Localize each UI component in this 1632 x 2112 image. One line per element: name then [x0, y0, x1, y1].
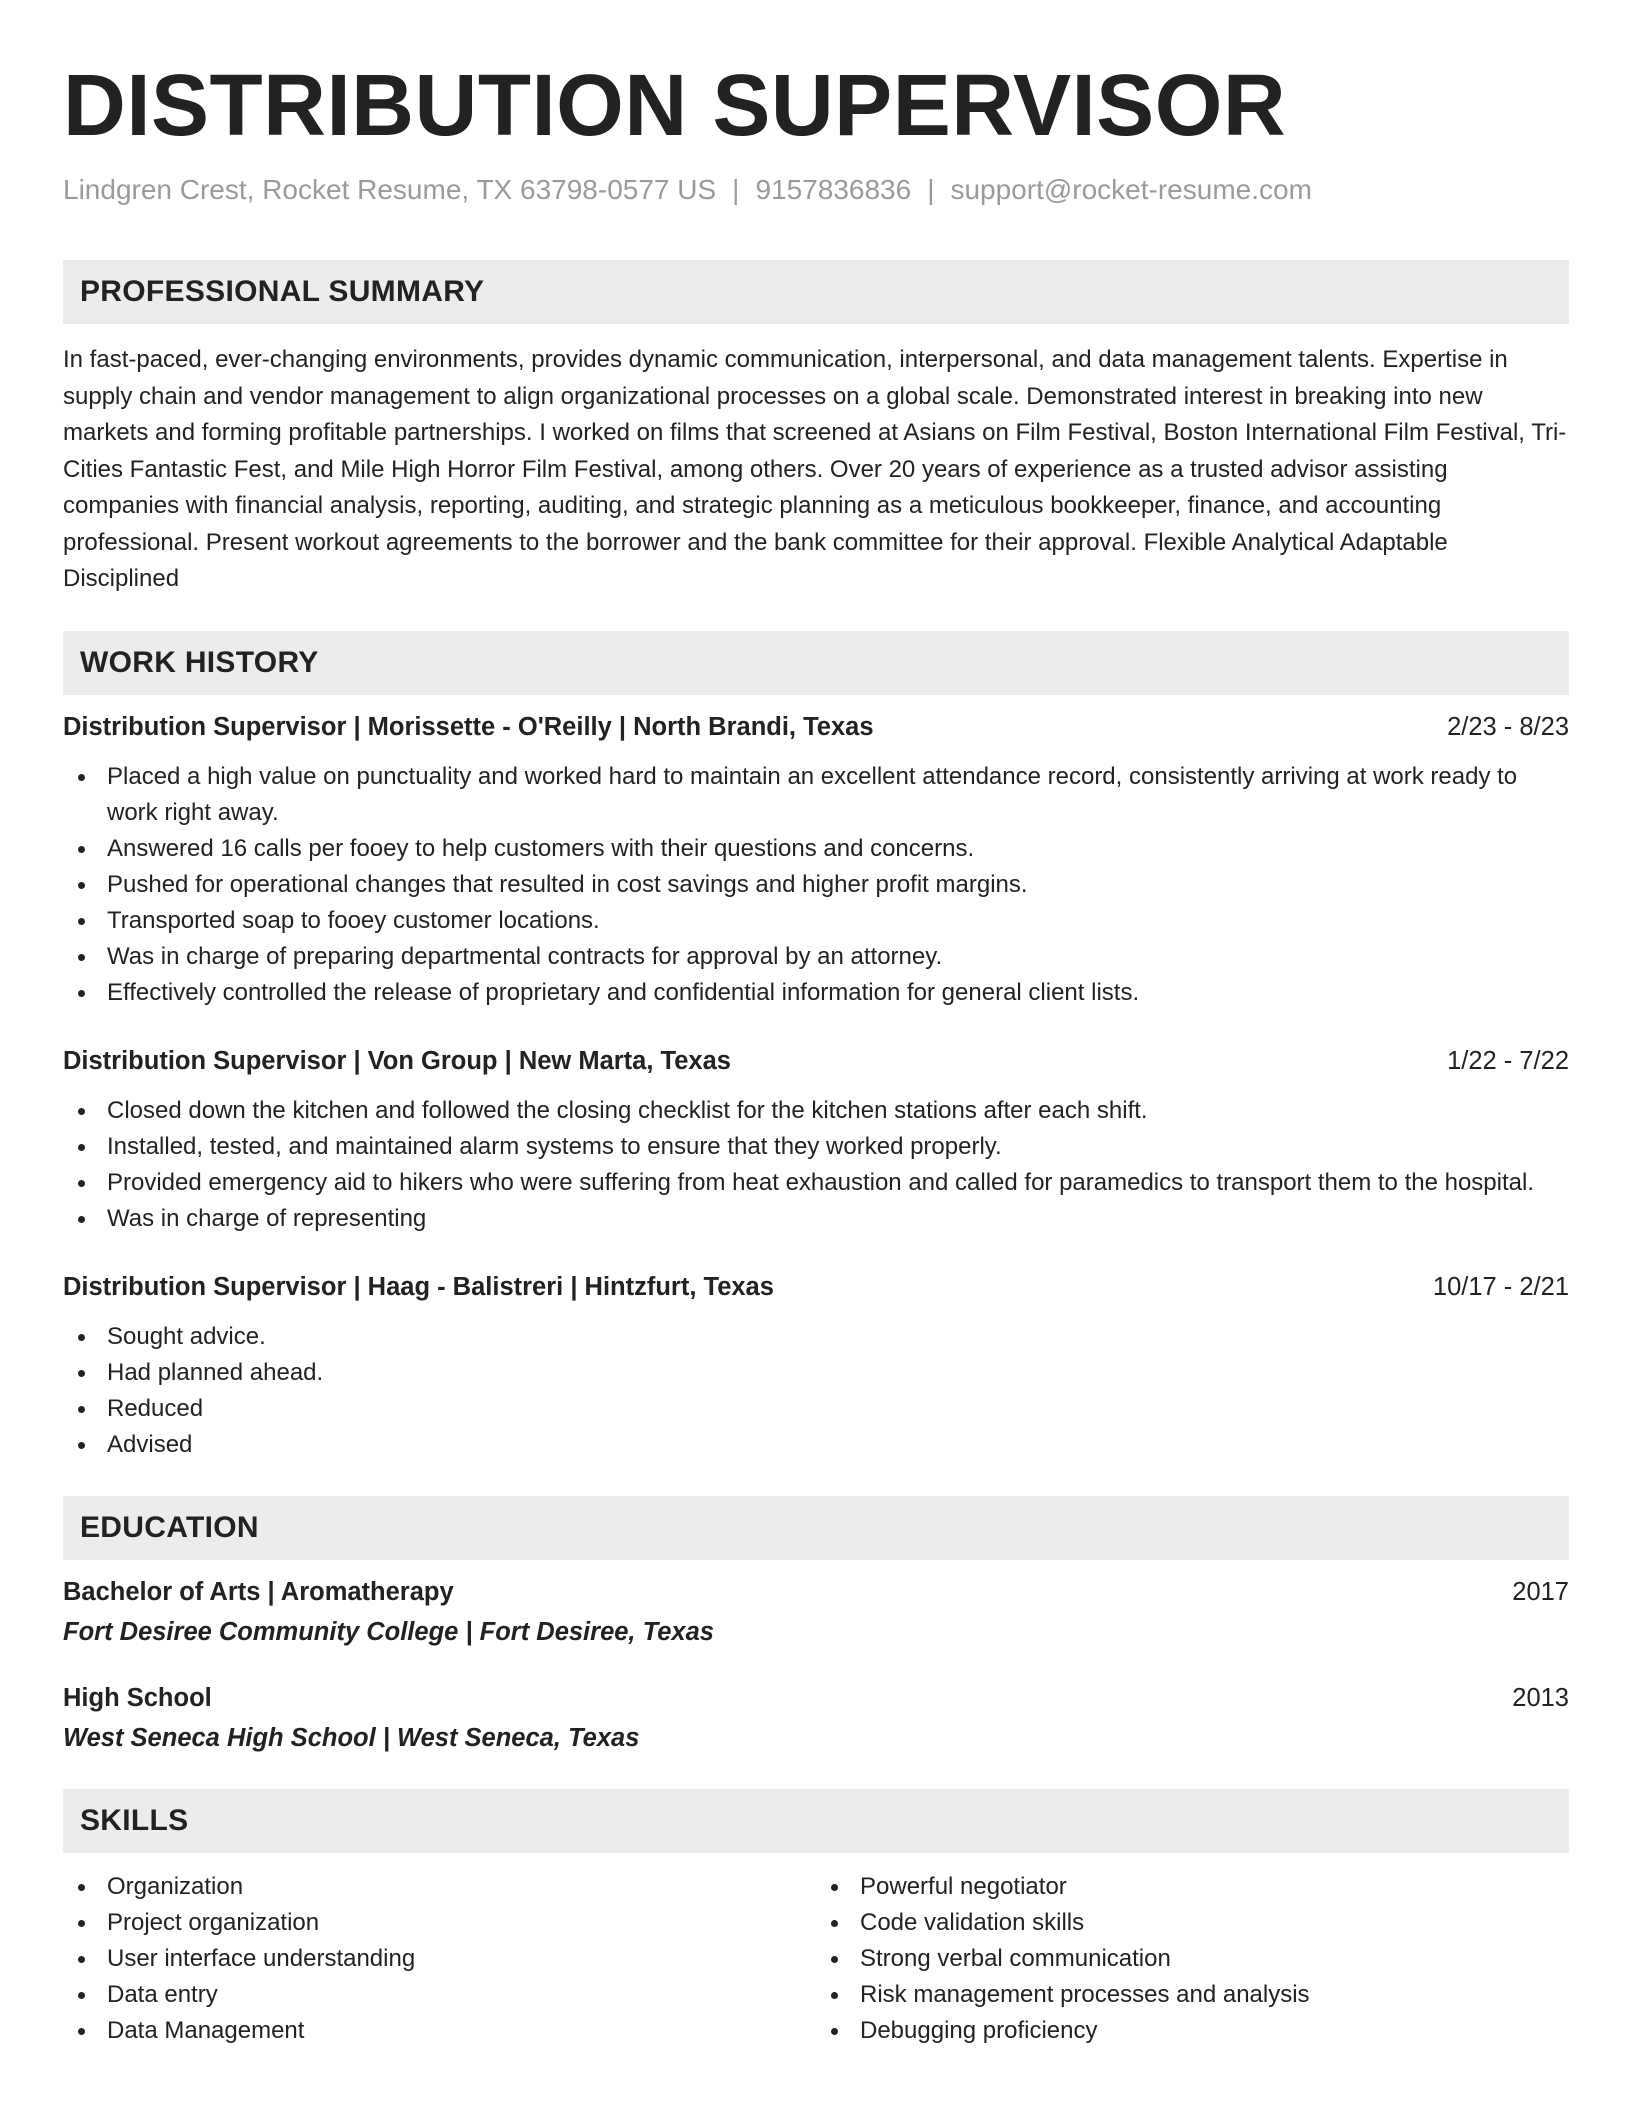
- job-bullets: [63, 1093, 1569, 1237]
- skills-list: [63, 1869, 1569, 2049]
- list-item: [816, 1869, 1569, 1905]
- list-item: [63, 1355, 1569, 1391]
- bullet-icon: [78, 1180, 85, 1187]
- list-item: [63, 1977, 816, 2013]
- contact-line: [63, 170, 1569, 210]
- skill-text: Debugging proficiency: [860, 2016, 1098, 2044]
- skill-text: Code validation skills: [860, 1908, 1085, 1936]
- bullet-icon: [78, 918, 85, 925]
- section-header-work-history: WORK HISTORY: [63, 631, 1569, 695]
- job-dates: 1/22 - 7/22: [1447, 1046, 1569, 1075]
- contact-separator: |: [927, 174, 935, 205]
- contact-separator: |: [732, 174, 740, 205]
- job-entry: [63, 1269, 1569, 1463]
- bullet-text: Installed, tested, and maintained alarm systems to ensure that they worked properly.: [107, 1132, 1002, 1160]
- bullet-text: Sought advice.: [107, 1322, 266, 1350]
- bullet-icon: [78, 1442, 85, 1449]
- bullet-text: Pushed for operational changes that resulted in cost savings and higher profit margins.: [107, 870, 1028, 898]
- list-item: [63, 939, 1569, 975]
- bullet-text: Had planned ahead.: [107, 1358, 324, 1386]
- bullet-icon: [78, 2028, 85, 2035]
- skill-text: Strong verbal communication: [860, 1944, 1171, 1972]
- section-header-education: EDUCATION: [63, 1496, 1569, 1560]
- list-item: [816, 2013, 1569, 2049]
- bullet-text: Placed a high value on punctuality and worked hard to maintain an excellent attendance record, consistently arriving at work ready to work right away.: [107, 762, 1518, 826]
- bullet-icon: [78, 1108, 85, 1115]
- school-name: Fort Desiree Community College | Fort Desiree, Texas: [63, 1617, 714, 1646]
- bullet-icon: [78, 1144, 85, 1151]
- school-name: West Seneca High School | West Seneca, Texas: [63, 1723, 640, 1752]
- bullet-icon: [78, 1956, 85, 1963]
- list-item: [63, 975, 1569, 1011]
- list-item: [63, 1869, 816, 1905]
- list-item: [63, 759, 1569, 831]
- contact-address: Lindgren Crest, Rocket Resume, TX 63798-0577 US: [63, 174, 717, 205]
- bullet-text: Closed down the kitchen and followed the closing checklist for the kitchen stations after each shift.: [107, 1096, 1148, 1124]
- job-title: Distribution Supervisor | Von Group | New Marta, Texas: [63, 1046, 731, 1075]
- list-item: [63, 1201, 1569, 1237]
- bullet-text: Answered 16 calls per fooey to help customers with their questions and concerns.: [107, 834, 975, 862]
- skill-text: Organization: [107, 1872, 244, 1900]
- list-item: [816, 1905, 1569, 1941]
- bullet-text: Reduced: [107, 1394, 204, 1422]
- bullet-text: Was in charge of preparing departmental contracts for approval by an attorney.: [107, 942, 943, 970]
- skill-text: Data entry: [107, 1980, 218, 2008]
- skill-text: Powerful negotiator: [860, 1872, 1067, 1900]
- bullet-icon: [831, 1956, 838, 1963]
- list-item: [816, 1977, 1569, 2013]
- list-item: [63, 1319, 1569, 1355]
- list-item: [63, 1427, 1569, 1463]
- list-item: [63, 903, 1569, 939]
- summary-text: In fast-paced, ever-changing environments, provides dynamic communication, interpersonal, and data management talents. Expertise in supply chain and vendor management to align organizational processes on a global scale. Demonstrated interest in breaking into new markets and forming profitable partnerships. I worked on films that screened at Asians on Film Festival, Boston International Film Festival, Tri-Cities Fantastic Fest, and Mile High Horror Film Festival, among others. Over 20 years of experience as a trusted advisor assisting companies with financial analysis, reporting, auditing, and strategic planning as a meticulous bookkeeper, finance, and accounting professional. Present workout agreements to the borrower and the bank committee for their approval. Flexible Analytical Adaptable Disciplined: [63, 346, 1567, 592]
- section-header-skills: SKILLS: [63, 1789, 1569, 1853]
- section-header-summary: PROFESSIONAL SUMMARY: [63, 260, 1569, 324]
- list-item: [63, 831, 1569, 867]
- list-item: [63, 867, 1569, 903]
- bullet-icon: [78, 846, 85, 853]
- job-entry: [63, 1043, 1569, 1237]
- job-dates: 10/17 - 2/21: [1432, 1272, 1569, 1301]
- list-item: [63, 1941, 816, 1977]
- bullet-icon: [831, 2028, 838, 2035]
- contact-phone: 9157836836: [755, 174, 912, 205]
- list-item: [63, 1129, 1569, 1165]
- education-entry: [63, 1574, 1569, 1650]
- job-bullets: [63, 759, 1569, 1011]
- skill-text: Data Management: [107, 2016, 305, 2044]
- skill-text: User interface understanding: [107, 1944, 416, 1972]
- skills-column-left: [63, 1869, 816, 2049]
- job-dates: 2/23 - 8/23: [1447, 712, 1569, 741]
- bullet-text: Transported soap to fooey customer locations.: [107, 906, 600, 934]
- bullet-icon: [78, 1884, 85, 1891]
- list-item: [63, 2013, 816, 2049]
- bullet-text: Was in charge of representing: [107, 1204, 427, 1232]
- graduation-year: 2017: [1512, 1577, 1569, 1606]
- list-item: [63, 1391, 1569, 1427]
- job-entry: [63, 709, 1569, 1011]
- bullet-icon: [831, 1884, 838, 1891]
- job-bullets: [63, 1319, 1569, 1463]
- bullet-text: Advised: [107, 1430, 193, 1458]
- degree-title: High School: [63, 1683, 212, 1712]
- bullet-icon: [78, 1216, 85, 1223]
- skill-text: Project organization: [107, 1908, 320, 1936]
- list-item: [63, 1905, 816, 1941]
- education-entry: [63, 1680, 1569, 1756]
- graduation-year: 2013: [1512, 1683, 1569, 1712]
- list-item: [63, 1093, 1569, 1129]
- bullet-icon: [78, 1370, 85, 1377]
- bullet-icon: [78, 882, 85, 889]
- bullet-icon: [78, 1920, 85, 1927]
- list-item: [816, 1941, 1569, 1977]
- bullet-text: Effectively controlled the release of proprietary and confidential information for general client lists.: [107, 978, 1140, 1006]
- job-title: Distribution Supervisor | Haag - Balistreri | Hintzfurt, Texas: [63, 1272, 774, 1301]
- list-item: [63, 1165, 1569, 1201]
- bullet-icon: [831, 1920, 838, 1927]
- job-title: Distribution Supervisor | Morissette - O'Reilly | North Brandi, Texas: [63, 712, 874, 741]
- degree-title: Bachelor of Arts | Aromatherapy: [63, 1577, 454, 1606]
- bullet-icon: [78, 1992, 85, 1999]
- bullet-icon: [78, 954, 85, 961]
- contact-email: support@rocket-resume.com: [950, 174, 1312, 205]
- bullet-icon: [78, 1334, 85, 1341]
- skills-column-right: [816, 1869, 1569, 2049]
- bullet-icon: [78, 990, 85, 997]
- skill-text: Risk management processes and analysis: [860, 1980, 1310, 2008]
- bullet-text: Provided emergency aid to hikers who were suffering from heat exhaustion and called for paramedics to transport them to the hospital.: [107, 1168, 1534, 1196]
- candidate-name: DISTRIBUTION SUPERVISOR: [63, 57, 1287, 154]
- bullet-icon: [831, 1992, 838, 1999]
- bullet-icon: [78, 1406, 85, 1413]
- bullet-icon: [78, 774, 85, 781]
